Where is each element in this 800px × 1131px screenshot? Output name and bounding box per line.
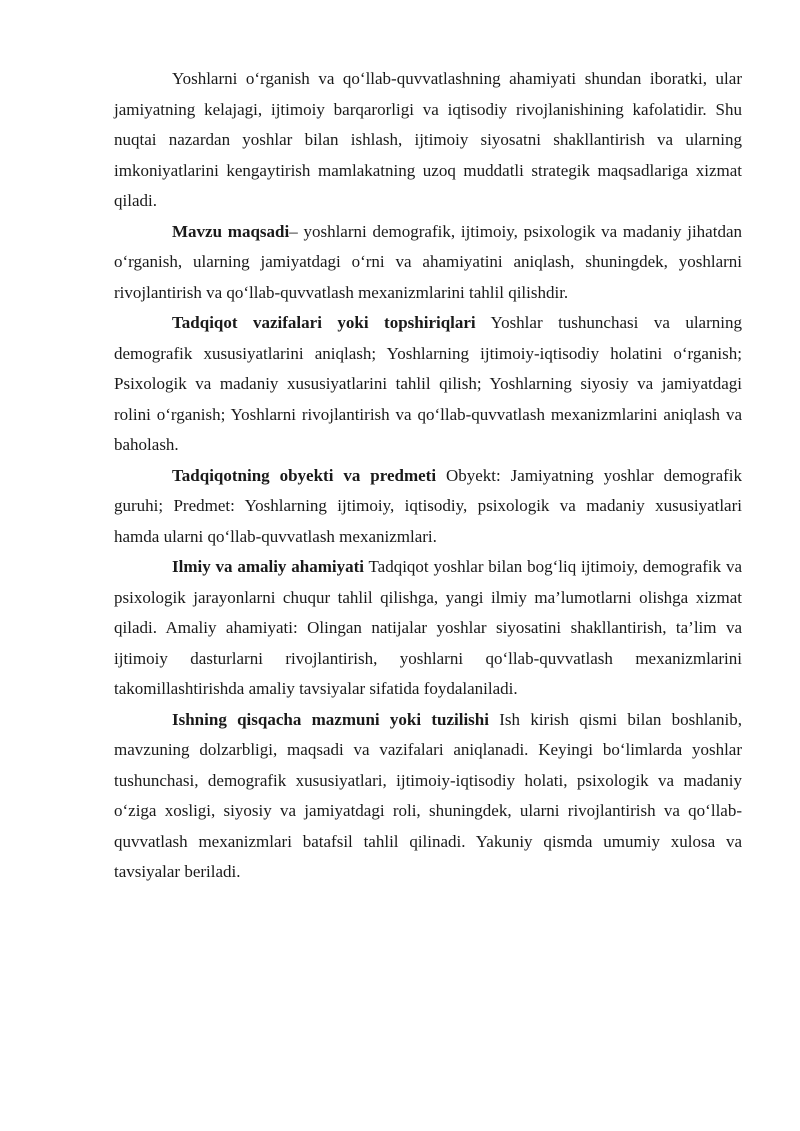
- paragraph-text: Ish kirish qismi bilan boshlanib, mavzuning dolzarbligi, maqsadi va vazifalari aniqlanadi. Keyingi bo‘limlarda yoshlar tushunchasi, demografik xususiyatlari, ijtimoiy-iqtisodiy holati, psixologik va madaniy o‘ziga xosligi, siyosiy va jamiyatdagi roli, shuningdek, ularni rivojlantirish va qo‘llab-quvvatlash mexanizmlari batafsil tahlil qilinadi. Yakuniy qismda umumiy xulosa va tavsiyalar beriladi.: [114, 709, 742, 881]
- paragraph-heading: Tadqiqot vazifalari yoki topshiriqlari: [172, 313, 476, 332]
- paragraph-text: Obyekt: Jamiyatning yoshlar demografik guruhi; Predmet: Yoshlarning ijtimoiy, iqtisodiy, psixologik va madaniy xususiyatlari hamda ularni qo‘llab-quvvatlash mexanizmlari.: [114, 465, 742, 546]
- paragraph-text: Yoshlar tushunchasi va ularning demografik xususiyatlarini aniqlash; Yoshlarning ijtimoiy-iqtisodiy holatini o‘rganish; Psixologik va madaniy xususiyatlarini tahlil qilish; Yoshlarning siyosiy va jamiyatdagi rolini o‘rganish; Yoshlarni rivojlantirish va qo‘llab-quvvatlash mexanizmlarini aniqlash va baholash.: [114, 313, 742, 454]
- paragraph-significance: [114, 552, 742, 705]
- paragraph-text: – yoshlarni demografik, ijtimoiy, psixologik va madaniy jihatdan o‘rganish, ularning jamiyatdagi o‘rni va ahamiyatini aniqlash, shuningdek, yoshlarni rivojlantirish va qo‘llab-quvvatlash mexanizmlarini tahlil qilishdir.: [114, 221, 742, 302]
- paragraph-heading: Ishning qisqacha mazmuni yoki tuzilishi: [172, 709, 489, 729]
- paragraph-heading: Ilmiy va amaliy ahamiyati: [172, 557, 364, 576]
- paragraph-object-subject: [114, 461, 742, 553]
- paragraph-text: Yoshlarni o‘rganish va qo‘llab-quvvatlashning ahamiyati shundan iboratki, ular jamiyatning kelajagi, ijtimoiy barqarorligi va iqtisodiy rivojlanishining kafolatidir. Shu nuqtai nazardan yoshlar bilan ishlash, ijtimoiy siyosatni shakllantirish va ularning imkoniyatlarini kengaytirish mamlakatning uzoq muddatli strategik maqsadlariga xizmat qiladi.: [114, 69, 742, 210]
- paragraph-structure: [114, 705, 742, 888]
- paragraph-introduction: [114, 64, 742, 217]
- paragraph-goal: [114, 217, 742, 309]
- paragraph-heading: Tadqiqotning obyekti va predmeti: [172, 465, 437, 485]
- paragraph-heading: Mavzu maqsadi: [172, 221, 290, 241]
- paragraph-tasks: [114, 308, 742, 461]
- document-page: [114, 64, 742, 888]
- paragraph-text: Tadqiqot yoshlar bilan bog‘liq ijtimoiy, demografik va psixologik jarayonlarni chuqur tahlil qilishga, yangi ilmiy ma’lumotlarni olishga xizmat qiladi. Amaliy ahamiyati: Olingan natijalar yoshlar siyosatini shakllantirish, ta’lim va ijtimoiy dasturlarni rivojlantirish, yoshlarni qo‘llab-quvvatlash mexanizmlarini takomillashtirishda amaliy tavsiyalar sifatida foydalaniladi.: [114, 557, 742, 698]
